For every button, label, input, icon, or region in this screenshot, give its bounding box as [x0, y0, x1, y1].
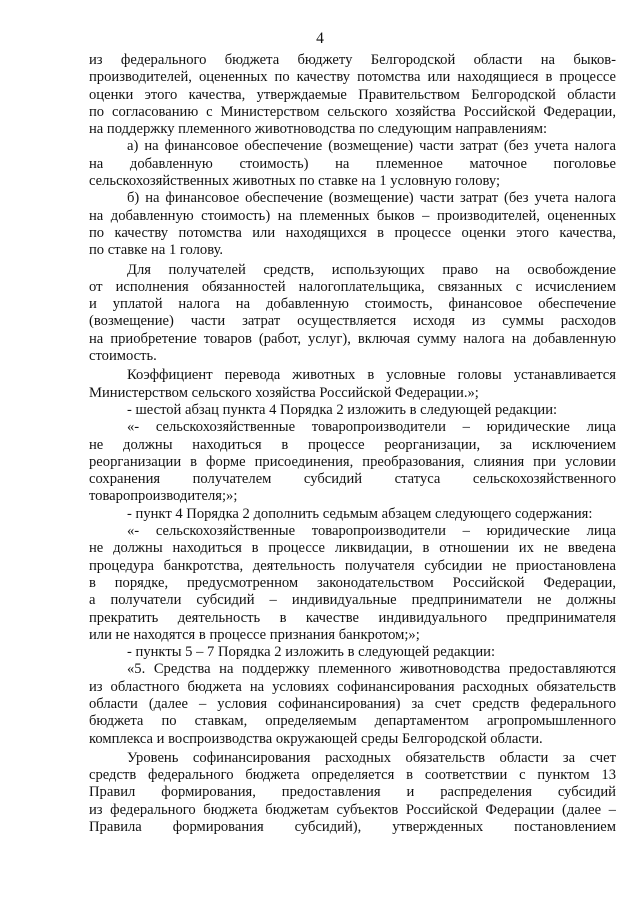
document-body: [89, 52, 616, 836]
text-line: бюджета по ставкам, определяемым департаментом агропромышленного: [89, 713, 616, 730]
text-line: а) на финансовое обеспечение (возмещение) части затрат (без учета налога: [127, 138, 616, 155]
text-line: по ставке на 1 голову.: [89, 242, 224, 259]
text-line: сохранения получателем субсидий статуса сельскохозяйственного: [89, 471, 616, 488]
text-line: области (далее – условия софинансирования) за счет средств федерального: [89, 695, 616, 712]
text-line: от исполнения обязанностей налогоплательщика, связанных с исчислением: [89, 278, 616, 295]
text-line: процедура банкротства, деятельность получателя субсидии не приостановлена: [89, 557, 616, 574]
text-line: Министерством сельского хозяйства Российской Федерации.»;: [89, 384, 479, 401]
text-line: или не находятся в процессе признания банкротом;»;: [89, 626, 420, 643]
text-line: Правила формирования субсидий), утвержденных постановлением: [89, 819, 616, 836]
text-line: и уплатой налога на добавленную стоимость, финансовое обеспечение: [89, 296, 616, 313]
text-line: Уровень софинансирования расходных обязательств области за счет: [127, 749, 616, 766]
text-line: стоимость.: [89, 348, 157, 365]
text-line: комплекса и воспроизводства окружающей среды Белгородской области.: [89, 730, 543, 747]
text-line: из областного бюджета на условиях софинансирования расходных обязательств: [89, 678, 616, 695]
text-line: Правил формирования, предоставления и распределения субсидий: [89, 784, 616, 801]
text-line: реорганизации в форме присоединения, преобразования, слияния при условии: [89, 453, 616, 470]
text-line: - пункт 4 Порядка 2 дополнить седьмым абзацем следующего содержания:: [127, 505, 593, 522]
page-number: 4: [316, 30, 324, 47]
text-line: прекратить деятельность в качестве индивидуального предпринимателя: [89, 609, 616, 626]
text-line: из федерального бюджета бюджетам субъектов Российской Федерации (далее –: [89, 801, 616, 818]
text-line: на поддержку племенного животноводства по следующим направлениям:: [89, 121, 548, 138]
text-line: на добавленную стоимость) на племенное маточное поголовье: [89, 155, 616, 172]
text-line: «5. Средства на поддержку племенного животноводства предоставляются: [127, 661, 616, 678]
text-line: а получатели субсидий – индивидуальные предприниматели не должны: [89, 592, 616, 609]
text-line: оценки этого качества, утверждаемые Правительством Белгородской области: [89, 86, 616, 103]
text-line: - шестой абзац пункта 4 Порядка 2 изложить в следующей редакции:: [127, 401, 558, 418]
text-line: Для получателей средств, использующих право на освобождение: [127, 261, 616, 278]
text-line: в порядке, предусмотренном законодательством Российской Федерации,: [89, 574, 616, 591]
text-line: Коэффициент перевода животных в условные головы устанавливается: [127, 367, 616, 384]
text-line: производителей, оцененных по качеству потомства или находящиеся в процессе: [89, 69, 616, 86]
text-line: не должны находиться в процессе ликвидации, в отношении их не введена: [89, 540, 616, 557]
text-line: сельскохозяйственных животных по ставке на 1 условную голову;: [89, 173, 501, 190]
text-line: б) на финансовое обеспечение (возмещение) части затрат (без учета налога: [127, 190, 616, 207]
text-line: по согласованию с Министерством сельского хозяйства Российской Федерации,: [89, 103, 616, 120]
text-line: «- сельскохозяйственные товаропроизводители – юридические лица: [127, 523, 616, 540]
text-line: средств федерального бюджета определяется в соответствии с пунктом 13: [89, 767, 616, 784]
text-line: на добавленную стоимость) на племенных быков – производителей, оцененных: [89, 207, 616, 224]
text-line: «- сельскохозяйственные товаропроизводители – юридические лица: [127, 419, 616, 436]
text-line: не должны находиться в процессе реорганизации, за исключением: [89, 436, 616, 453]
text-line: по качеству потомства или находящихся в процессе оценки этого качества,: [89, 224, 616, 241]
text-line: - пункты 5 – 7 Порядка 2 изложить в следующей редакции:: [127, 644, 496, 661]
text-line: из федерального бюджета бюджету Белгородской области на быков-: [89, 52, 616, 68]
text-line: товаропроизводителя;»;: [89, 488, 238, 505]
text-line: (возмещение) части затрат осуществляется исходя из суммы расходов: [89, 313, 616, 330]
text-line: на приобретение товаров (работ, услуг), включая сумму налога на добавленную: [89, 330, 616, 347]
